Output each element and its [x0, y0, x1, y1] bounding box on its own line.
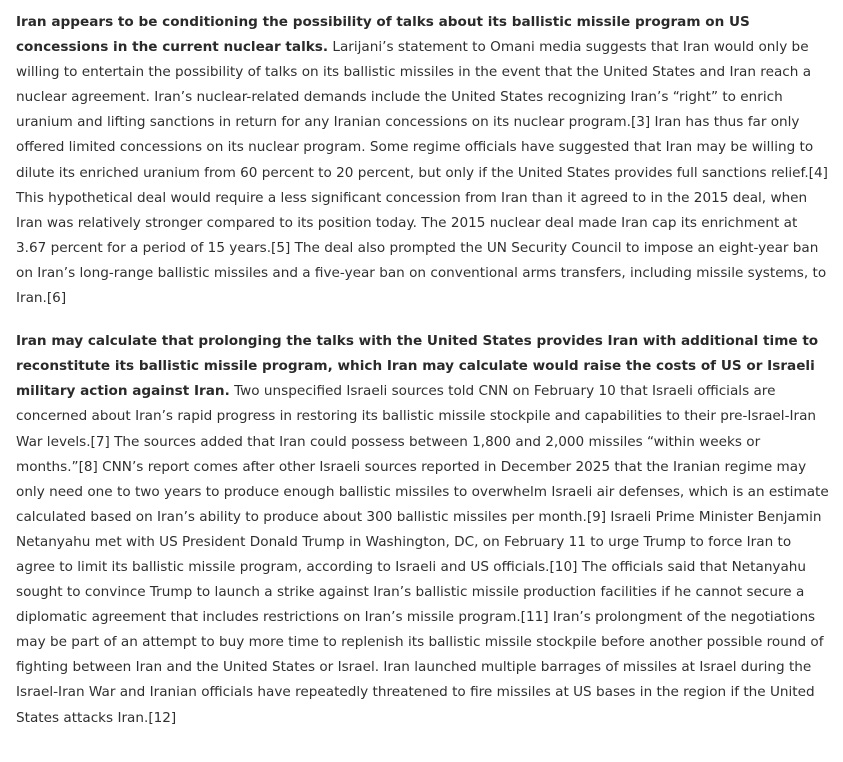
paragraph-text: Larijani’s statement to Omani media suggests that Iran would only be willing to entertain the possibility of talks on its ballistic missiles in the event that the United States and Iran reach a nuclear agreement. Iran’s nuclear-related demands include the United States recognizing Iran’s “right” to enrich uranium and lifting sanctions in return for any Iranian concessions on its nuclear program.[3] Iran has thus far only offered limited concessions on its nuclear program. Some regime officials have suggested that Iran may be willing to dilute its enriched uranium from 60 percent to 20 percent, but only if the United States provides full sanctions relief.[4] This hypothetical deal would require a less significant concession from Iran than it agreed to in the 2015 deal, when Iran was relatively stronger compared to its position today. The 2015 nuclear deal made Iran cap its enrichment at 3.67 percent for a period of 15 years.[5] The deal also prompted the UN Security Council to impose an eight-year ban on Iran’s long-range ballistic missiles and a five-year ban on conventional arms transfers, including missile systems, to Iran.[6]: [16, 39, 828, 307]
paragraph-lead: Iran may calculate that prolonging the talks with the United States provides Iran with additional time to reconstitute its ballistic missile program, which Iran may calculate would raise the costs of US or Israeli military action against Iran.: [16, 333, 819, 400]
article-body: [16, 10, 831, 731]
paragraph-text: Two unspecified Israeli sources told CNN on February 10 that Israeli officials are concerned about Iran’s rapid progress in restoring its ballistic missile stockpile and capabilities to their pre-Israel-Iran War levels.[7] The sources added that Iran could possess between 1,800 and 2,000 missiles “within weeks or months.”[8] CNN’s report comes after other Israeli sources reported in December 2025 that the Iranian regime may only need one to two years to produce enough ballistic missiles to overwhelm Israeli air defenses, which is an estimate calculated based on Iran’s ability to produce about 300 ballistic missiles per month.[9] Israeli Prime Minister Benjamin Netanyahu met with US President Donald Trump in Washington, DC, on February 11 to urge Trump to force Iran to agree to limit its ballistic missile program, according to Israeli and US officials.[10] The officials said that Netanyahu sought to convince Trump to launch a strike against Iran’s ballistic missile production facilities if he cannot secure a diplomatic agreement that includes restrictions on Iran’s missile program.[11] Iran’s prolongment of the negotiations may be part of an attempt to buy more time to replenish its ballistic missile stockpile before another possible round of fighting between Iran and the United States or Israel. Iran launched multiple barrages of missiles at Israel during the Israel-Iran War and Iranian officials have repeatedly threatened to fire missiles at US bases in the region if the United States attacks Iran.[12]: [16, 383, 829, 726]
paragraph-missile-reconstitution: [16, 329, 831, 731]
paragraph-nuclear-conditioning: [16, 10, 831, 311]
paragraph-lead: Iran appears to be conditioning the possibility of talks about its ballistic missile program on US concessions in the current nuclear talks.: [16, 14, 750, 56]
